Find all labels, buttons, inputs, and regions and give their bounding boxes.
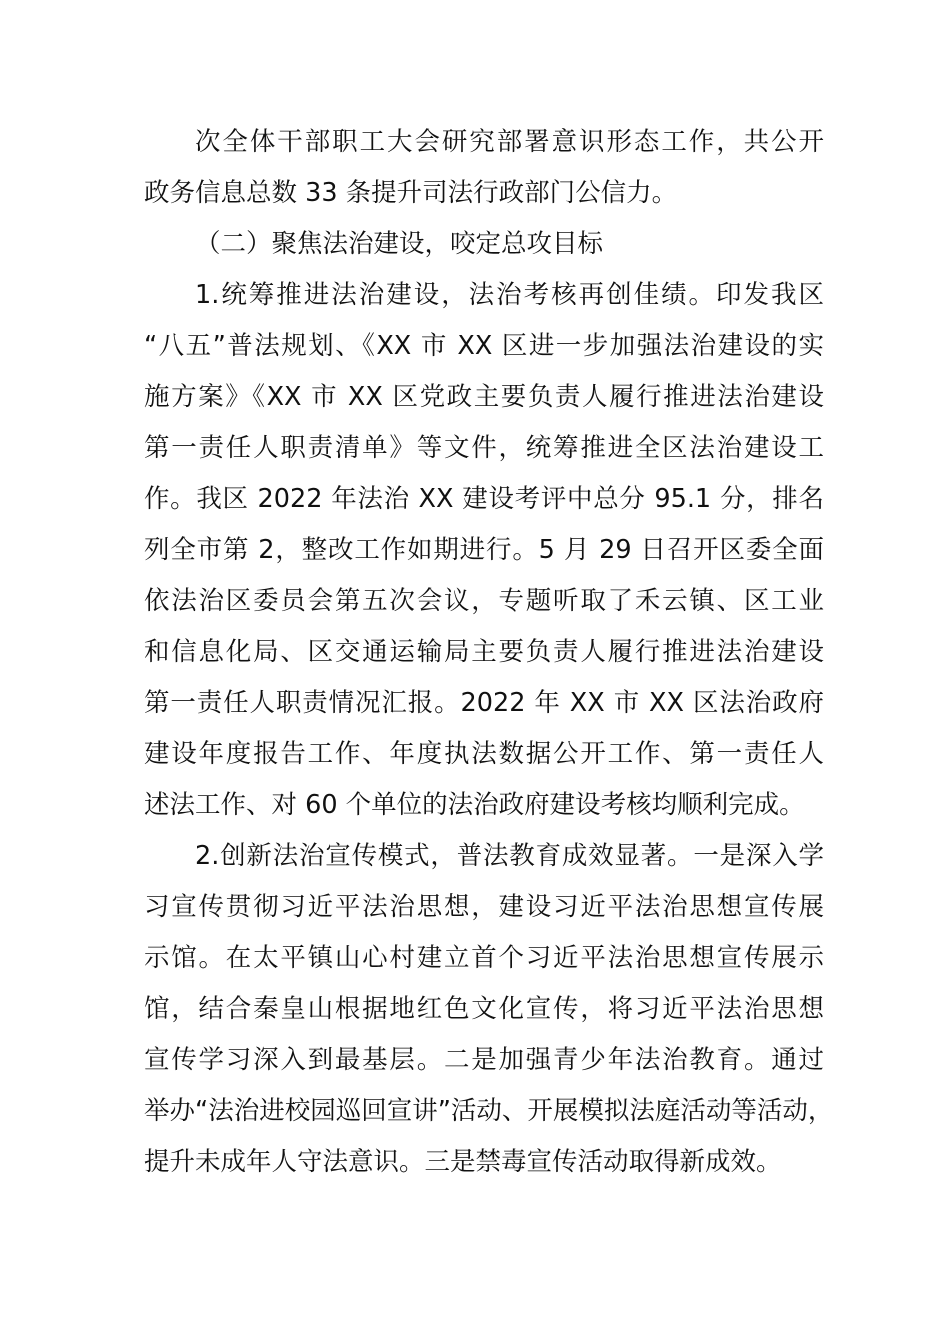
- section-heading: （二）聚焦法治建设，咬定总攻目标: [195, 229, 604, 259]
- text-line: 依法治区委员会第五次会议，专题听取了禾云镇、区工业: [144, 586, 824, 616]
- text-line: 建设年度报告工作、年度执法数据公开工作、第一责任人: [144, 739, 824, 769]
- text-line: 宣传学习深入到最基层。二是加强青少年法治教育。通过: [144, 1045, 824, 1075]
- text-line: 第一责任人职责情况汇报。2022 年 XX 市 XX 区法治政府: [144, 688, 824, 718]
- text-line: 习宣传贯彻习近平法治思想，建设习近平法治思想宣传展: [144, 892, 824, 922]
- text-line: 2.创新法治宣传模式，普法教育成效显著。一是深入学: [195, 841, 824, 871]
- text-line: 列全市第 2，整改工作如期进行。5 月 29 日召开区委全面: [144, 535, 824, 565]
- text-line: 施方案》《XX 市 XX 区党政主要负责人履行推进法治建设: [144, 382, 824, 412]
- text-line: 第一责任人职责清单》等文件，统筹推进全区法治建设工: [144, 433, 824, 463]
- text-line: 举办“法治进校园巡回宣讲”活动、开展模拟法庭活动等活动，: [144, 1096, 834, 1126]
- text-line: 次全体干部职工大会研究部署意识形态工作，共公开: [195, 127, 824, 157]
- text-line: 1.统筹推进法治建设，法治考核再创佳绩。印发我区: [195, 280, 824, 310]
- text-line: 示馆。在太平镇山心村建立首个习近平法治思想宣传展示: [144, 943, 824, 973]
- text-line: 政务信息总数 33 条提升司法行政部门公信力。: [144, 178, 678, 208]
- text-line: 和信息化局、区交通运输局主要负责人履行推进法治建设: [144, 637, 824, 667]
- text-line: 作。我区 2022 年法治 XX 建设考评中总分 95.1 分，排名: [144, 484, 824, 514]
- text-line: 述法工作、对 60 个单位的法治政府建设考核均顺利完成。: [144, 790, 805, 820]
- text-line: 馆，结合秦皇山根据地红色文化宣传，将习近平法治思想: [144, 994, 824, 1024]
- text-line: “八五”普法规划、《XX 市 XX 区进一步加强法治建设的实: [144, 331, 824, 361]
- text-line: 提升未成年人守法意识。三是禁毒宣传活动取得新成效。: [144, 1147, 782, 1177]
